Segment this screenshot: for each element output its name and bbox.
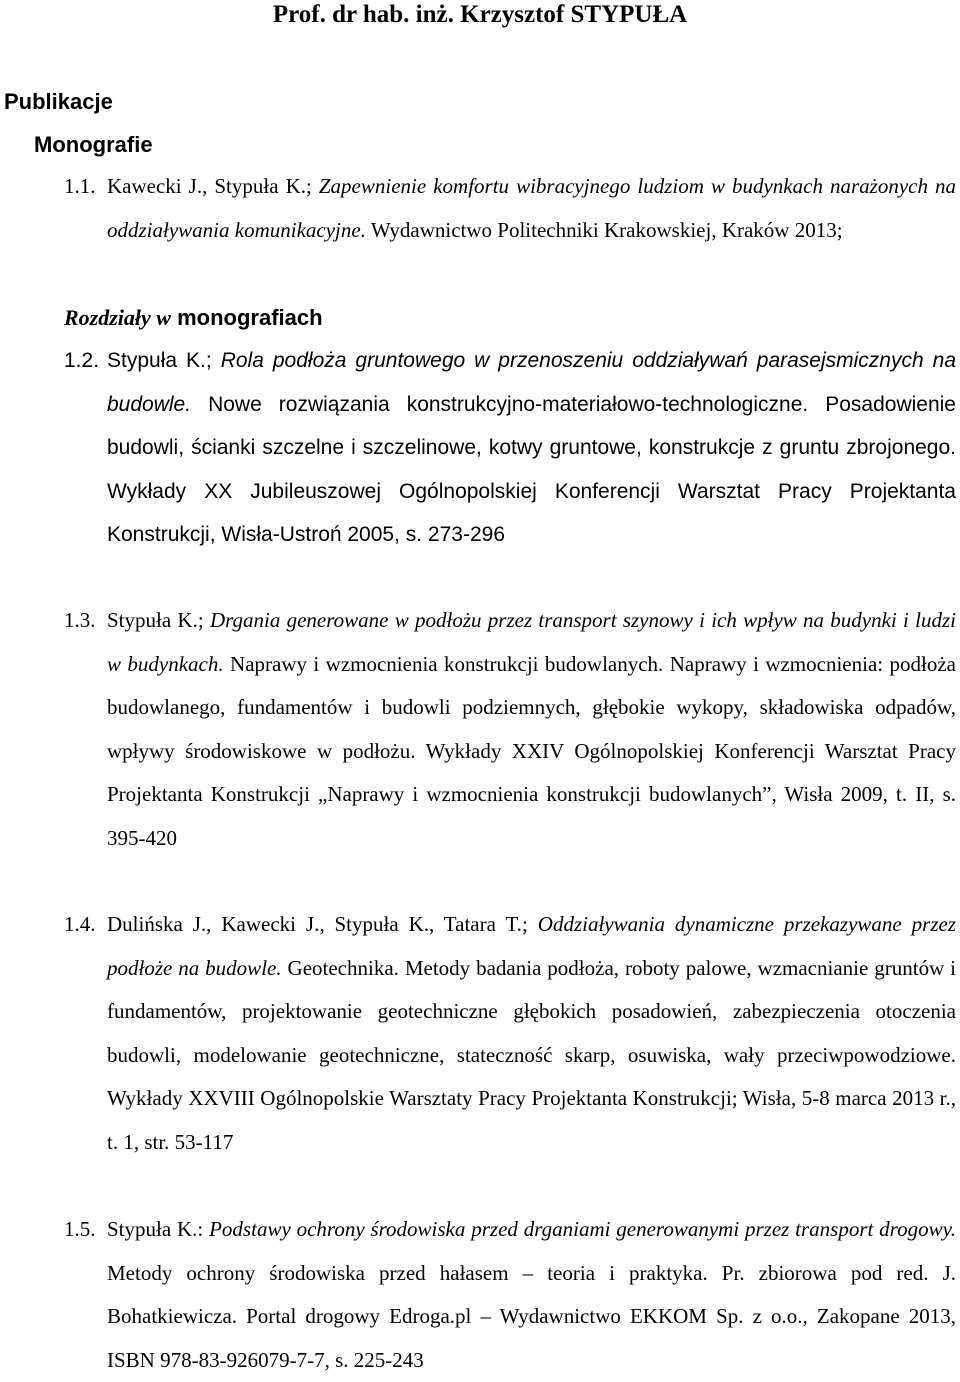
publication-entry-1-3 — [64, 599, 956, 861]
publication-entry-1-4 — [64, 903, 956, 1165]
entry-authors: Kawecki J., Stypuła K.; — [107, 174, 319, 198]
page-title: Prof. dr hab. inż. Krzysztof STYPUŁA — [272, 1, 688, 28]
entry-title: Oddziaływania dynamiczne przekazywane przez podłoże na budowle. — [107, 912, 956, 980]
subsection-heading-chapters-italic: Rozdziały w — [64, 305, 171, 330]
subsection-heading-chapters — [64, 305, 323, 331]
publication-entry-1-5 — [64, 1208, 956, 1382]
entry-authors: Stypuła K.: — [107, 1217, 210, 1241]
entry-title: Drgania generowane w podłożu przez transport szynowy i ich wpływ na budynki i ludzi w budynkach. — [107, 608, 956, 676]
entry-title: Zapewnienie komfortu wibracyjnego ludziom w budynkach narażonych na oddziaływania komunikacyjne. — [107, 174, 956, 242]
entry-number: 1.3. — [64, 608, 96, 632]
entry-number: 1.1. — [64, 174, 96, 198]
entry-details: Metody ochrony środowiska przed hałasem – teoria i praktyka. Pr. zbiorowa pod red. J. Bohatkiewicza. Portal drogowy Edroga.pl – Wydawnictwo EKKOM Sp. z o.o., Zakopane 2013, ISBN 978-83-926079-7-7, s. 225-243 — [107, 1260, 956, 1372]
publication-entry-1-2 — [64, 339, 956, 557]
entry-authors: Dulińska J., Kawecki J., Stypuła K., Tatara T.; — [107, 912, 538, 936]
entry-number: 1.2. — [64, 349, 100, 372]
entry-details: Naprawy i wzmocnienia konstrukcji budowlanych. Naprawy i wzmocnienia: podłoża budowlanego, fundamentów i budowli podziemnych, głębokie wykopy, składowiska odpadów, wpływy środowiskowe w podłożu. Wykłady XXIV Ogólnopolskiej Konferencji Warsztat Pracy Projektanta Konstrukcji „Naprawy i wzmocnienia konstrukcji budowlanych”, Wisła 2009, t. II, s. 395-420 — [107, 651, 956, 850]
section-heading-publications: Publikacje — [4, 89, 113, 114]
entry-title: Rola podłoża gruntowego w przenoszeniu oddziaływań parasejsmicznych na budowle. — [107, 349, 957, 416]
entry-title: Podstawy ochrony środowiska przed drganiami generowanymi przez transport drogowy. — [209, 1217, 956, 1241]
subsection-heading-monographs: Monografie — [34, 132, 153, 157]
entry-authors: Stypuła K.; — [107, 608, 210, 632]
entry-details: Wydawnictwo Politechniki Krakowskiej, Kraków 2013; — [365, 217, 843, 242]
publication-entry-1-1 — [64, 165, 956, 252]
entry-number: 1.4. — [64, 912, 96, 936]
entry-authors: Stypuła K.; — [107, 349, 221, 372]
subsection-heading-chapters-rest: monografiach — [170, 305, 323, 330]
entry-details: Geotechnika. Metody badania podłoża, roboty palowe, wzmacnianie gruntów i fundamentów, projektowanie geotechniczne głębokich posadowień, zabezpieczenia otoczenia budowli, modelowanie geotechniczne, stateczność skarp, osuwiska, wały przeciwpowodziowe. Wykłady XXVIII Ogólnopolskie Warsztaty Pracy Projektanta Konstrukcji; Wisła, 5-8 marca 2013 r., t. 1, str. 53-117 — [107, 955, 956, 1154]
entry-details: Nowe rozwiązania konstrukcyjno-materiałowo-technologiczne. Posadowienie budowli, ścianki szczelne i szczelinowe, kotwy gruntowe, konstrukcje z gruntu zbrojonego. Wykłady XX Jubileuszowej Ogólnopolskiej Konferencji Warsztat Pracy Projektanta Konstrukcji, Wisła-Ustroń 2005, s. 273-296 — [107, 392, 956, 547]
entry-number: 1.5. — [64, 1217, 96, 1241]
